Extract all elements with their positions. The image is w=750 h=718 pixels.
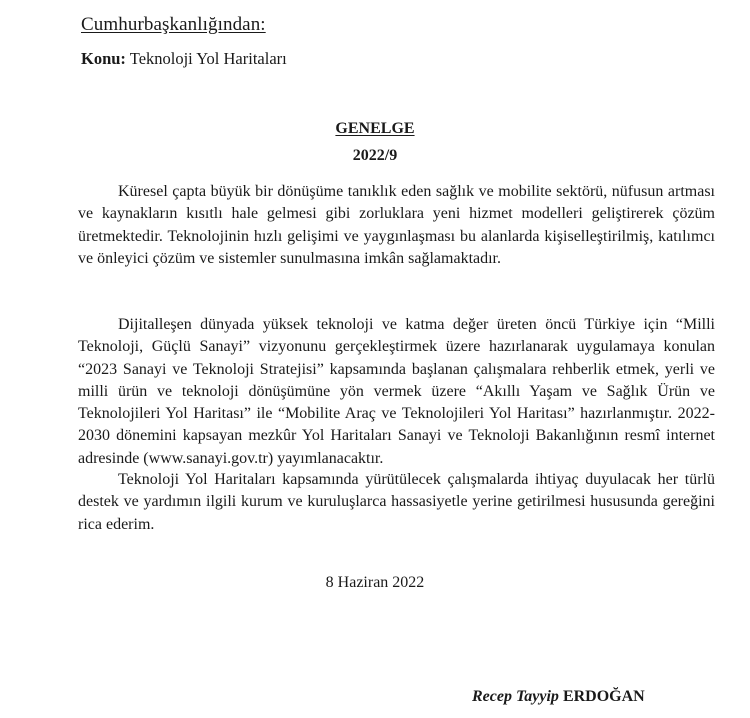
body-paragraph-3: Teknoloji Yol Haritaları kapsamında yürütülecek çalışmalarda ihtiyaç duyulacak her türlü destek ve yardımın ilgili kurum ve kuruluşlarca hassasiyetle yerine getirilmesi hususunda gereğini rica ederim. — [78, 471, 715, 533]
issuer-heading: Cumhurbaşkanlığından: — [81, 14, 266, 35]
body-paragraph-1: Küresel çapta büyük bir dönüşüme tanıklık eden sağlık ve mobilite sektörü, nüfusun artması ve kaynakların kısıtlı hale gelmesi gibi zorluklara yeni hizmet modelleri geliştirerek çözüm üretmektedir. Teknolojinin hızlı gelişimi ve yaygınlaşması bu alanlarda kişiselleştirilmiş, katılımcı ve önleyici çözüm ve sistemler sunulmasına imkân sağlamaktadır. — [78, 183, 715, 267]
signatory-surname: ERDOĞAN — [562, 688, 645, 705]
document-date: 8 Haziran 2022 — [325, 574, 425, 591]
subject-label: Konu: — [81, 49, 126, 68]
circular-number: 2022/9 — [352, 147, 398, 164]
document-title: GENELGE — [335, 120, 415, 137]
signatory-given-name: Recep Tayyip — [472, 688, 559, 705]
subject-value: Teknoloji Yol Haritaları — [129, 49, 287, 68]
subject-line — [81, 49, 287, 69]
signature-block — [472, 688, 645, 706]
body-paragraph-2: Dijitalleşen dünyada yüksek teknoloji ve katma değer üreten öncü Türkiye için “Milli Teknoloji, Güçlü Sanayi” vizyonunu gerçekleştirmek üzere hazırlanarak uygulamaya konulan “2023 Sanayi ve Teknoloji Stratejisi” kapsamında başlanan çalışmalara rehberlik etmek, yerli ve milli ürün ve teknoloji dönüşümüne yön vermek üzere “Akıllı Yaşam ve Sağlık Ürün ve Teknolojileri Yol Haritası” ile “Mobilite Araç ve Teknolojileri Yol Haritası” hazırlanmıştır. 2022-2030 dönemini kapsayan mezkûr Yol Haritaları Sanayi ve Teknoloji Bakanlığının resmî internet adresinde (www.sanayi.gov.tr) yayımlanacaktır. — [78, 316, 715, 467]
